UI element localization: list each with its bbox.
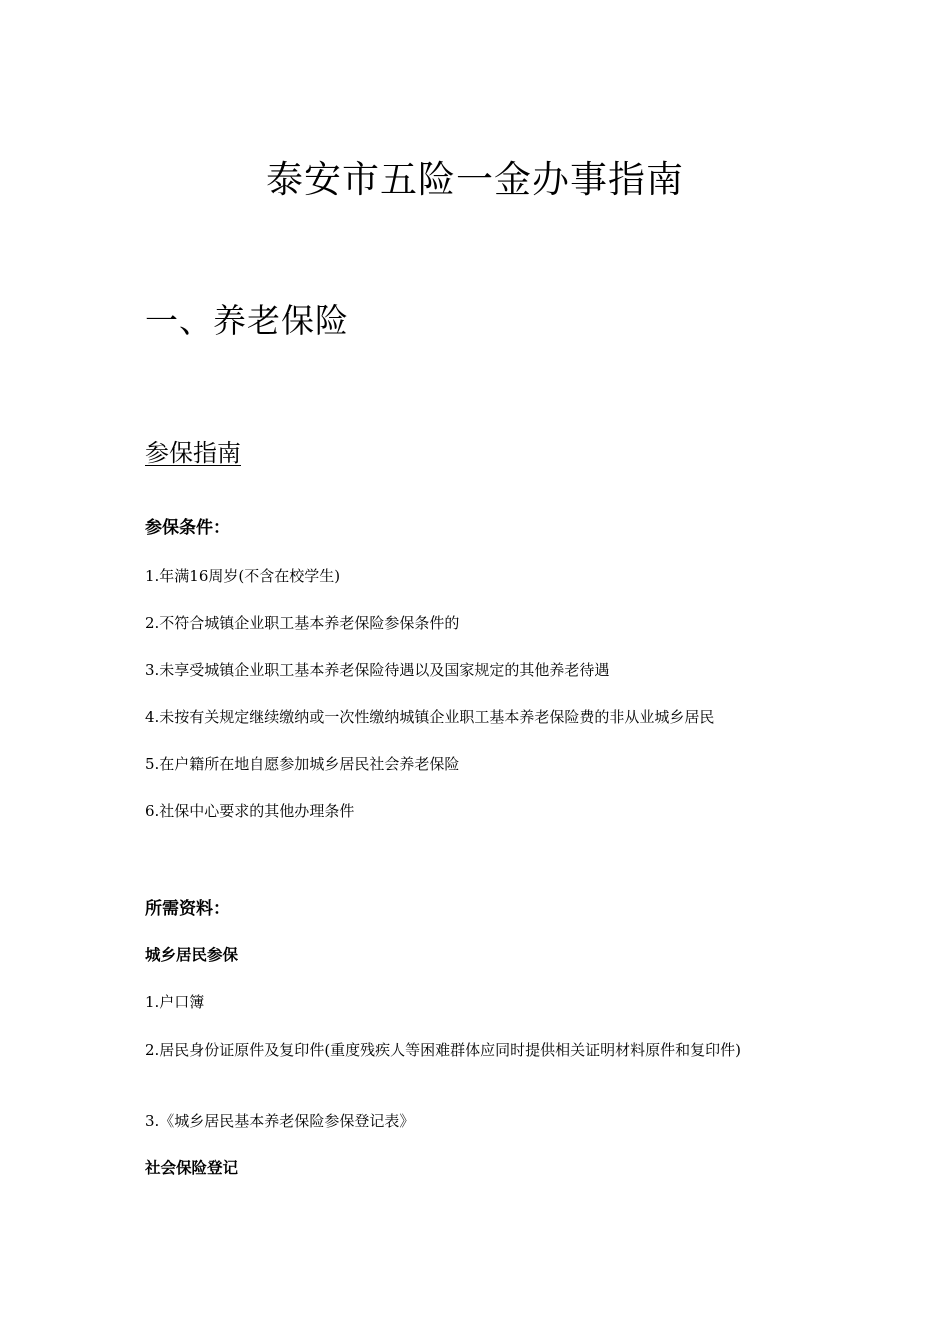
section-heading-pension-insurance: 一、养老保险 <box>145 301 349 340</box>
material-item: 3.《城乡居民基本养老保险参保登记表》 <box>145 1112 415 1130</box>
condition-item: 6.社保中心要求的其他办理条件 <box>145 802 355 820</box>
condition-item: 3.未享受城镇企业职工基本养老保险待遇以及国家规定的其他养老待遇 <box>145 661 610 679</box>
condition-item: 5.在户籍所在地自愿参加城乡居民社会养老保险 <box>145 755 460 773</box>
materials-group-title: 城乡居民参保 <box>145 946 239 964</box>
material-item: 2.居民身份证原件及复印件(重度残疾人等困难群体应同时提供相关证明材料原件和复印件) <box>145 1041 742 1059</box>
materials-label: 所需资料： <box>145 899 230 919</box>
document-title: 泰安市五险一金办事指南 <box>266 158 684 201</box>
material-item: 1.户口簿 <box>145 993 205 1011</box>
conditions-label: 参保条件： <box>145 518 230 538</box>
next-group-title: 社会保险登记 <box>145 1159 239 1177</box>
subsection-heading-enrollment-guide: 参保指南 <box>145 439 241 467</box>
condition-item: 4.未按有关规定继续缴纳或一次性缴纳城镇企业职工基本养老保险费的非从业城乡居民 <box>145 708 715 726</box>
condition-item: 1.年满16周岁(不含在校学生) <box>145 567 341 585</box>
condition-item: 2.不符合城镇企业职工基本养老保险参保条件的 <box>145 614 460 632</box>
